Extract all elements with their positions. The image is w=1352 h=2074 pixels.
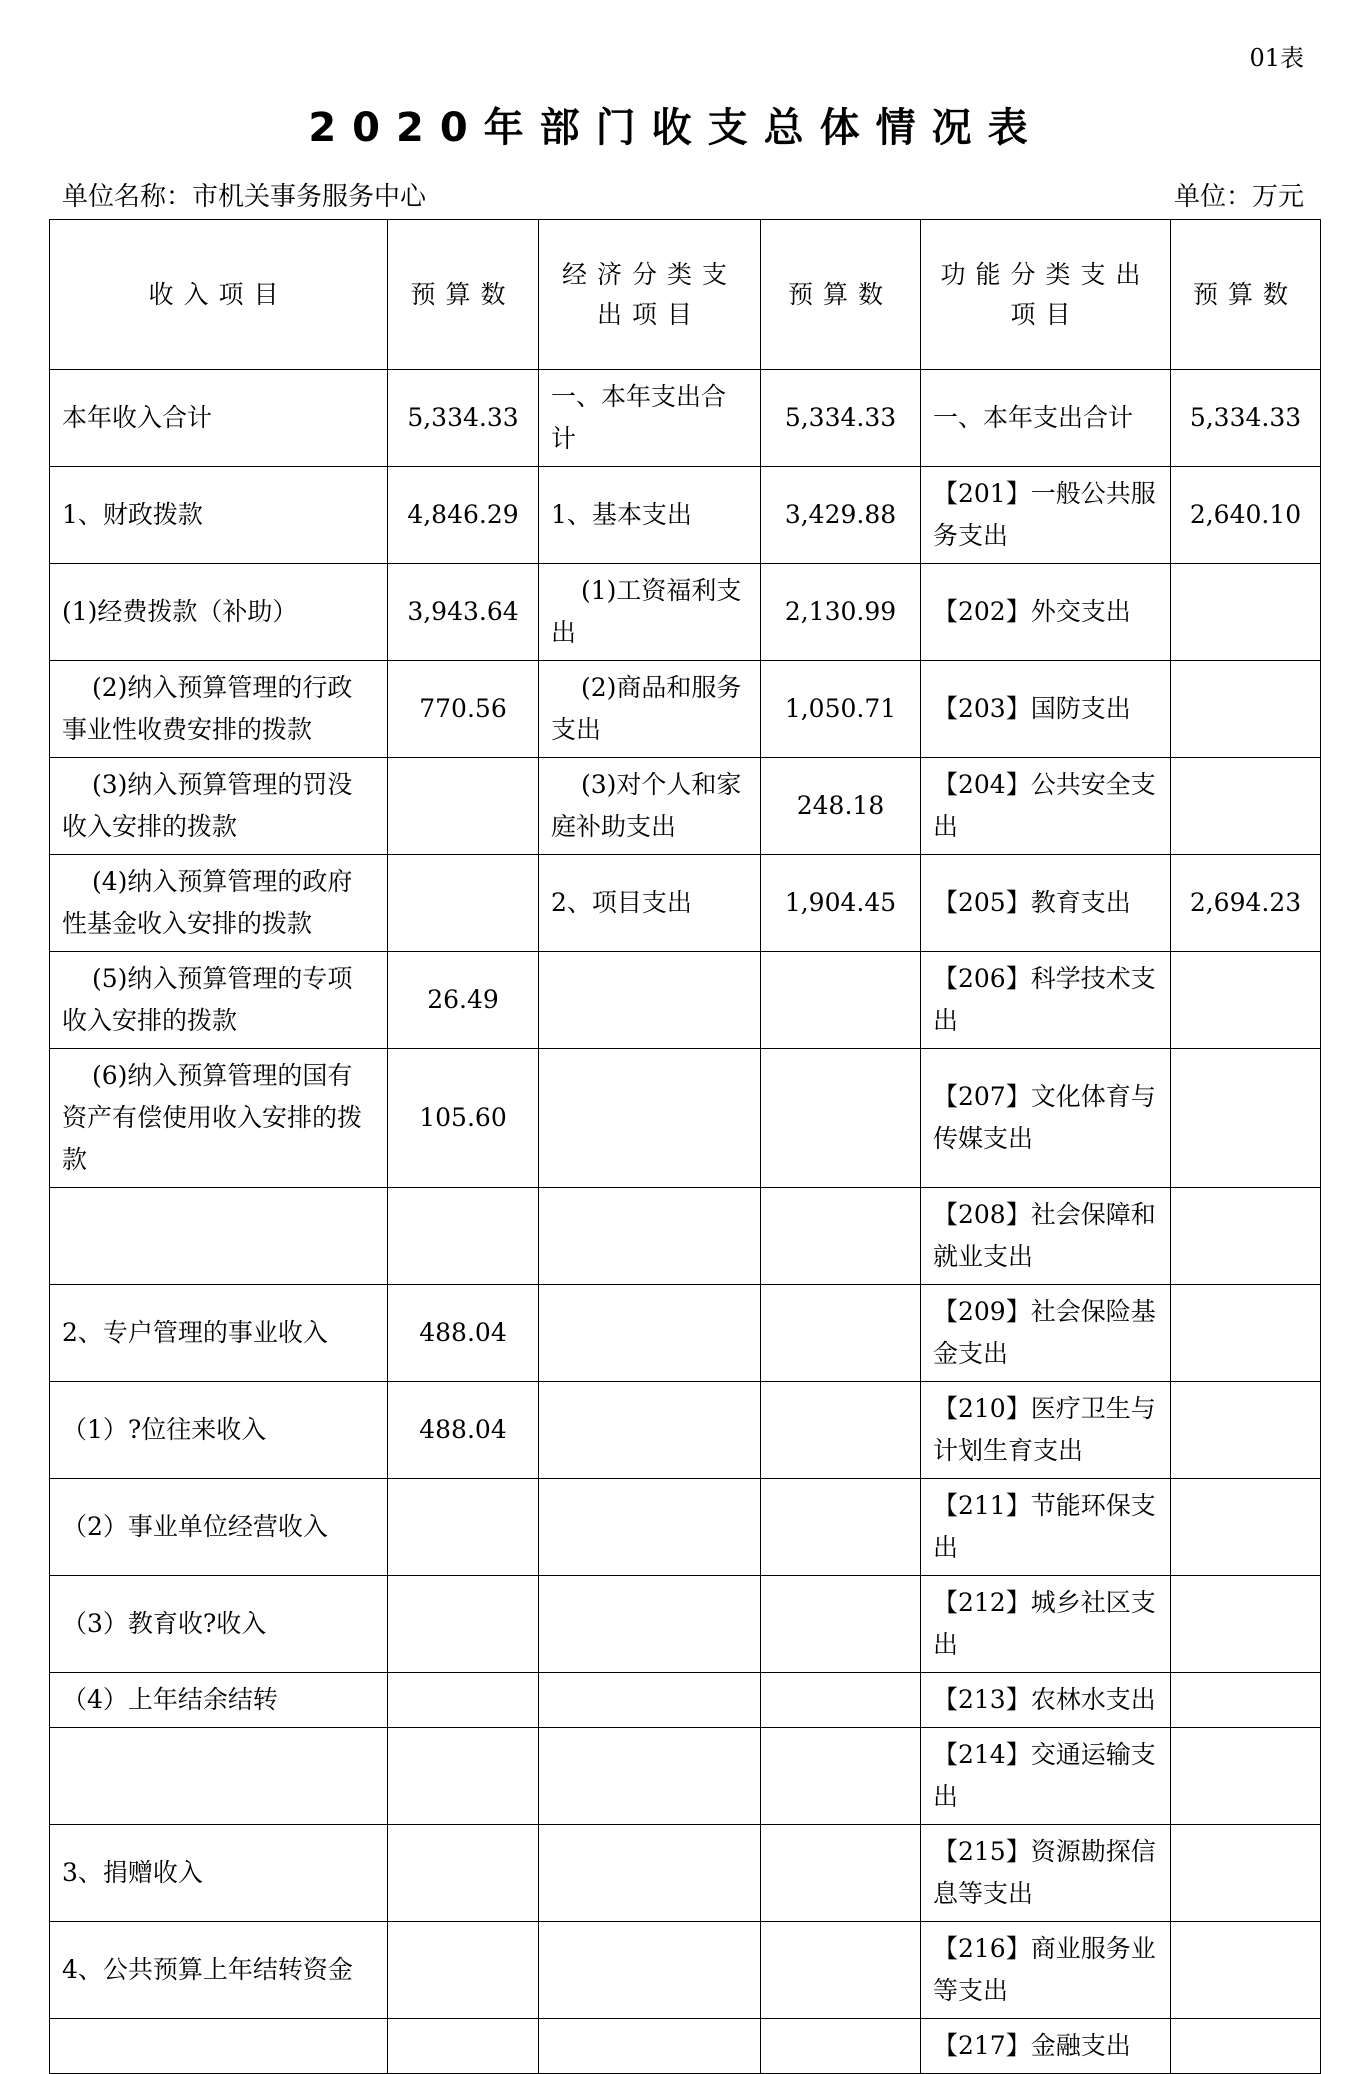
- table-row: [50, 855, 1321, 952]
- budget-cell: [1171, 1382, 1321, 1479]
- econ-cell: [539, 1825, 761, 1922]
- budget-cell: [1171, 1673, 1321, 1728]
- header-budget-2: 预算数: [761, 220, 921, 370]
- budget-cell: [761, 1285, 921, 1382]
- econ-cell: [539, 1382, 761, 1479]
- table-row: [50, 1285, 1321, 1382]
- budget-cell: 488.04: [388, 1382, 539, 1479]
- econ-cell: [539, 2019, 761, 2074]
- budget-cell: 770.56: [388, 661, 539, 758]
- budget-cell: [388, 1188, 539, 1285]
- budget-cell: [1171, 1825, 1321, 1922]
- econ-cell: [539, 1728, 761, 1825]
- budget-cell: 1,050.71: [761, 661, 921, 758]
- econ-cell: [539, 1576, 761, 1673]
- income-cell: 本年收入合计: [50, 370, 388, 467]
- table-row: [50, 1576, 1321, 1673]
- budget-cell: [1171, 661, 1321, 758]
- econ-cell: 1、基本支出: [539, 467, 761, 564]
- budget-cell: [761, 1673, 921, 1728]
- econ-cell: [539, 1479, 761, 1576]
- header-func-item: 功能分类支出项目: [921, 220, 1171, 370]
- table-row: [50, 370, 1321, 467]
- budget-cell: [1171, 564, 1321, 661]
- budget-cell: [761, 1576, 921, 1673]
- func-cell: 【211】节能环保支出: [921, 1479, 1171, 1576]
- econ-cell: (2)商品和服务支出: [539, 661, 761, 758]
- func-cell: 【215】资源勘探信息等支出: [921, 1825, 1171, 1922]
- table-row: [50, 661, 1321, 758]
- sheet-number: 01表: [1249, 44, 1304, 72]
- budget-cell: [761, 1049, 921, 1188]
- table-header-row: [50, 220, 1321, 370]
- budget-cell: [388, 1922, 539, 2019]
- table-row: [50, 1479, 1321, 1576]
- budget-cell: [388, 758, 539, 855]
- econ-cell: 一、本年支出合计: [539, 370, 761, 467]
- budget-cell: [1171, 1479, 1321, 1576]
- budget-table: [49, 219, 1321, 2074]
- budget-cell: 26.49: [388, 952, 539, 1049]
- func-cell: 【213】农林水支出: [921, 1673, 1171, 1728]
- func-cell: 【208】社会保障和就业支出: [921, 1188, 1171, 1285]
- econ-cell: [539, 952, 761, 1049]
- income-cell: （1）?位往来收入: [50, 1382, 388, 1479]
- func-cell: 【203】国防支出: [921, 661, 1171, 758]
- income-cell: (2)纳入预算管理的行政事业性收费安排的拨款: [50, 661, 388, 758]
- table-row: [50, 1922, 1321, 2019]
- econ-cell: [539, 1049, 761, 1188]
- econ-cell: [539, 1285, 761, 1382]
- income-cell: (1)经费拨款（补助）: [50, 564, 388, 661]
- budget-cell: 5,334.33: [1171, 370, 1321, 467]
- budget-cell: 5,334.33: [761, 370, 921, 467]
- budget-cell: 3,429.88: [761, 467, 921, 564]
- income-cell: 2、专户管理的事业收入: [50, 1285, 388, 1382]
- income-cell: （4）上年结余结转: [50, 1673, 388, 1728]
- table-row: [50, 758, 1321, 855]
- budget-cell: [388, 1673, 539, 1728]
- income-cell: [50, 1728, 388, 1825]
- header-econ-item: 经济分类支出项目: [539, 220, 761, 370]
- func-cell: 【207】文化体育与传媒支出: [921, 1049, 1171, 1188]
- budget-cell: [388, 1825, 539, 1922]
- budget-cell: [1171, 1922, 1321, 2019]
- budget-cell: [761, 1825, 921, 1922]
- budget-cell: 5,334.33: [388, 370, 539, 467]
- budget-cell: [761, 1922, 921, 2019]
- table-row: [50, 1673, 1321, 1728]
- budget-cell: [1171, 952, 1321, 1049]
- budget-cell: [761, 1728, 921, 1825]
- income-cell: (6)纳入预算管理的国有资产有偿使用收入安排的拨款: [50, 1049, 388, 1188]
- income-cell: （3）教育收?收入: [50, 1576, 388, 1673]
- econ-cell: 2、项目支出: [539, 855, 761, 952]
- income-cell: (5)纳入预算管理的专项收入安排的拨款: [50, 952, 388, 1049]
- table-row: [50, 1382, 1321, 1479]
- budget-cell: [388, 2019, 539, 2074]
- table-row: [50, 1049, 1321, 1188]
- budget-cell: [1171, 1188, 1321, 1285]
- income-cell: [50, 1188, 388, 1285]
- table-row: [50, 1728, 1321, 1825]
- budget-cell: [1171, 1728, 1321, 1825]
- budget-cell: 3,943.64: [388, 564, 539, 661]
- header-budget-3: 预算数: [1171, 220, 1321, 370]
- econ-cell: [539, 1673, 761, 1728]
- income-cell: 4、公共预算上年结转资金: [50, 1922, 388, 2019]
- func-cell: 【214】交通运输支出: [921, 1728, 1171, 1825]
- budget-cell: [388, 1576, 539, 1673]
- budget-cell: [761, 1188, 921, 1285]
- income-cell: 1、财政拨款: [50, 467, 388, 564]
- func-cell: 【217】金融支出: [921, 2019, 1171, 2074]
- budget-cell: [1171, 2019, 1321, 2074]
- func-cell: 【202】外交支出: [921, 564, 1171, 661]
- budget-cell: [1171, 1576, 1321, 1673]
- budget-cell: [761, 2019, 921, 2074]
- table-row: [50, 467, 1321, 564]
- budget-cell: [761, 1479, 921, 1576]
- budget-cell: [1171, 1049, 1321, 1188]
- table-row: [50, 2019, 1321, 2074]
- header-income-item: 收入项目: [50, 220, 388, 370]
- func-cell: 【216】商业服务业等支出: [921, 1922, 1171, 2019]
- budget-cell: 105.60: [388, 1049, 539, 1188]
- budget-cell: 2,130.99: [761, 564, 921, 661]
- func-cell: 【201】一般公共服务支出: [921, 467, 1171, 564]
- budget-cell: [388, 1728, 539, 1825]
- table-row: [50, 564, 1321, 661]
- budget-cell: [1171, 1285, 1321, 1382]
- income-cell: 3、捐赠收入: [50, 1825, 388, 1922]
- econ-cell: [539, 1922, 761, 2019]
- func-cell: 一、本年支出合计: [921, 370, 1171, 467]
- income-cell: (4)纳入预算管理的政府性基金收入安排的拨款: [50, 855, 388, 952]
- func-cell: 【206】科学技术支出: [921, 952, 1171, 1049]
- table-row: [50, 1188, 1321, 1285]
- header-budget-1: 预算数: [388, 220, 539, 370]
- func-cell: 【212】城乡社区支出: [921, 1576, 1171, 1673]
- func-cell: 【209】社会保险基金支出: [921, 1285, 1171, 1382]
- budget-cell: 4,846.29: [388, 467, 539, 564]
- page-title: 2020年部门收支总体情况表: [308, 105, 1044, 151]
- income-cell: （2）事业单位经营收入: [50, 1479, 388, 1576]
- econ-cell: (1)工资福利支出: [539, 564, 761, 661]
- table-row: [50, 952, 1321, 1049]
- unit-label: 单位：万元: [1173, 182, 1304, 212]
- budget-cell: 248.18: [761, 758, 921, 855]
- unit-name-label: 单位名称：市机关事务服务中心: [62, 182, 427, 212]
- budget-cell: [388, 1479, 539, 1576]
- budget-cell: 488.04: [388, 1285, 539, 1382]
- econ-cell: [539, 1188, 761, 1285]
- budget-cell: [1171, 758, 1321, 855]
- budget-cell: [388, 855, 539, 952]
- budget-cell: [761, 1382, 921, 1479]
- budget-cell: 2,640.10: [1171, 467, 1321, 564]
- table-row: [50, 1825, 1321, 1922]
- income-cell: (3)纳入预算管理的罚没收入安排的拨款: [50, 758, 388, 855]
- func-cell: 【210】医疗卫生与计划生育支出: [921, 1382, 1171, 1479]
- func-cell: 【204】公共安全支出: [921, 758, 1171, 855]
- income-cell: [50, 2019, 388, 2074]
- budget-cell: 2,694.23: [1171, 855, 1321, 952]
- budget-cell: 1,904.45: [761, 855, 921, 952]
- budget-cell: [761, 952, 921, 1049]
- econ-cell: (3)对个人和家庭补助支出: [539, 758, 761, 855]
- func-cell: 【205】教育支出: [921, 855, 1171, 952]
